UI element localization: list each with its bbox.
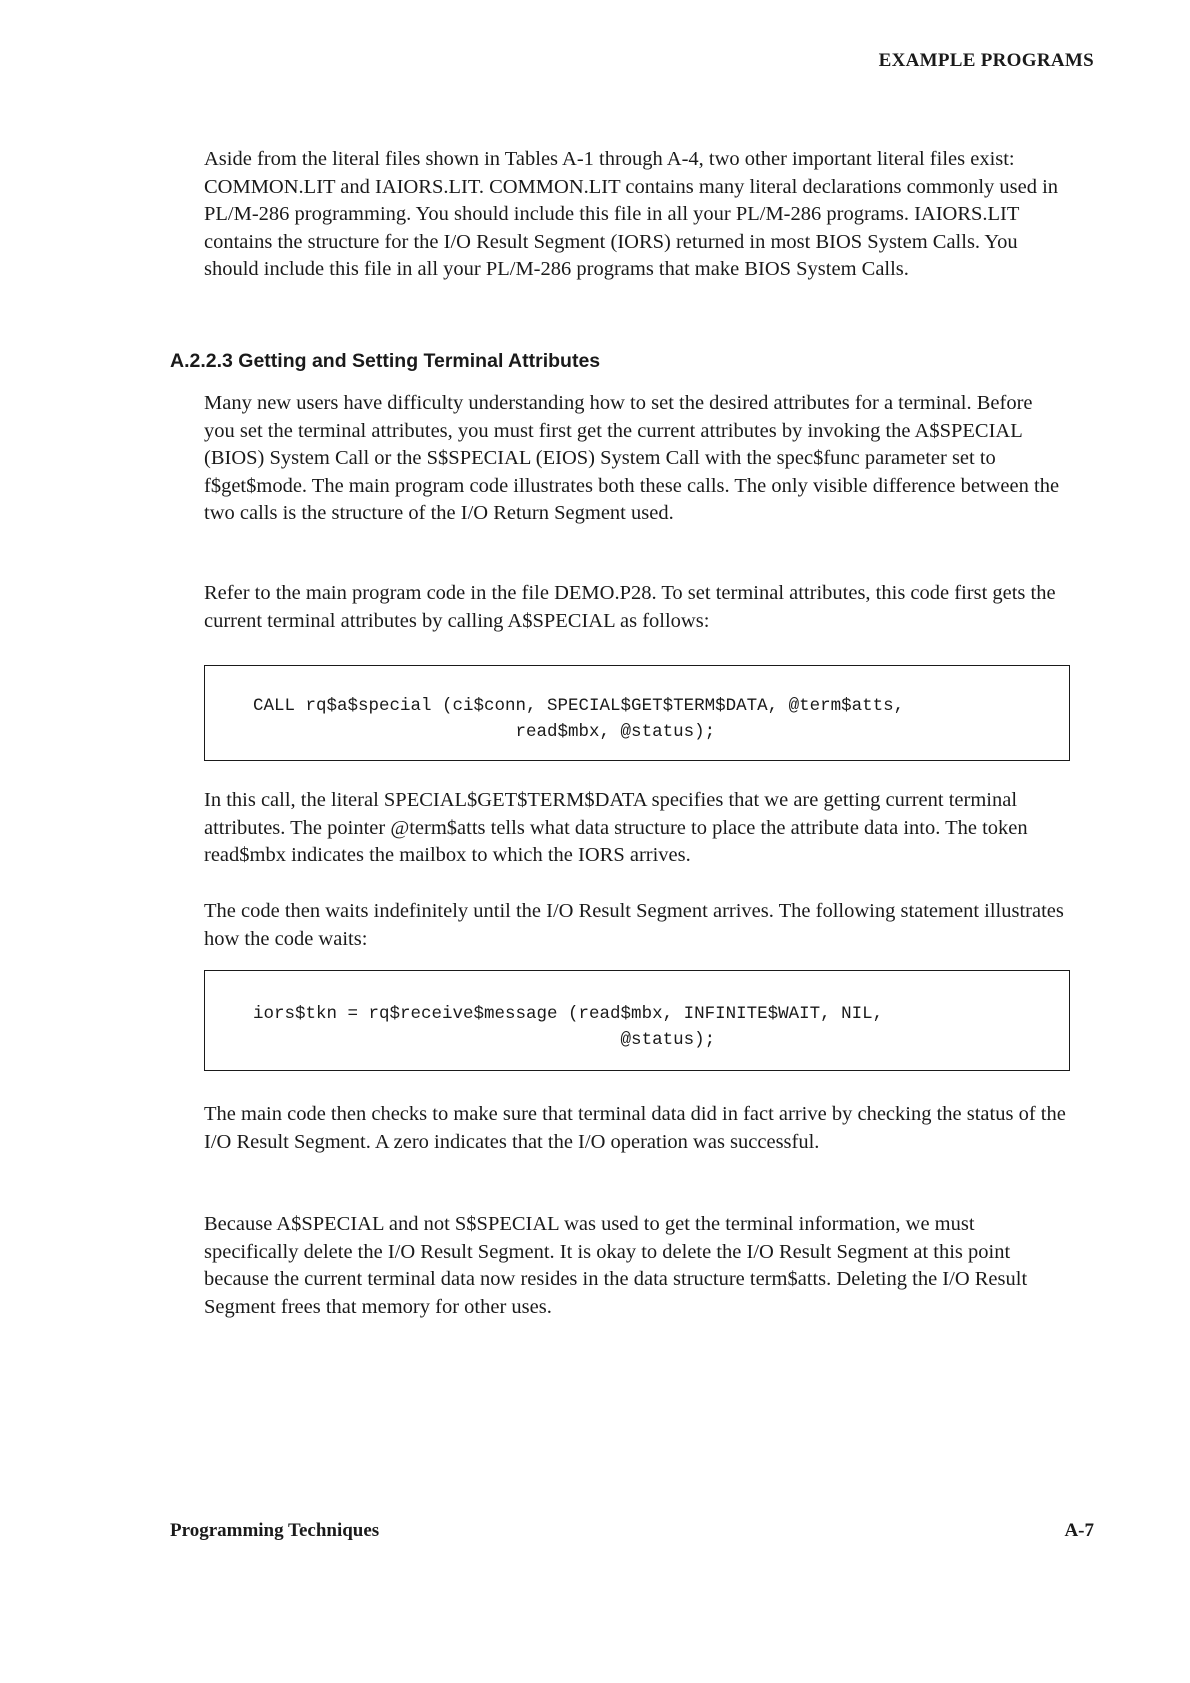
paragraph-terminal-attributes: Many new users have difficulty understanding how to set the desired attributes for a terminal. Before you set the terminal attributes, you must first get the current attributes by invoking the A$SPECIAL (BIOS) System Call or the S$SPECIAL (EIOS) System Call with the spec$func parameter set to f$get$mode. The main program code illustrates both these calls. The only visible difference between the two calls is the structure of the I/O Return Segment used. xyxy=(204,392,1060,524)
intro-paragraph: Aside from the literal files shown in Tables A-1 through A-4, two other important literal files exist: COMMON.LIT and IAIORS.LIT. COMMON.LIT contains many literal declarations commonly used in PL/M-286 programming. You should include this file in all your PL/M-286 programs. IAIORS.LIT contains the structure for the I/O Result Segment (IORS) returned in most BIOS System Calls. You should include this file in all your PL/M-286 programs that make BIOS System Calls. xyxy=(204,148,1059,280)
page-number: A-7 xyxy=(1064,1520,1094,1541)
running-head: EXAMPLE PROGRAMS xyxy=(878,50,1094,71)
code-box-get-attributes xyxy=(204,665,1070,761)
code-sample-a-special: CALL rq$a$special (ci$conn, SPECIAL$GET$TERM$DATA, @term$atts, read$mbx, @status); xyxy=(253,696,905,742)
paragraph-check-status: The main code then checks to make sure that terminal data did in fact arrive by checking the status of the I/O Result Segment. A zero indicates that the I/O operation was successful. xyxy=(204,1103,1066,1153)
code-box-receive-message xyxy=(204,970,1070,1071)
section-heading: A.2.2.3 Getting and Setting Terminal Attributes xyxy=(170,350,601,372)
footer-title: Programming Techniques xyxy=(170,1520,380,1541)
code-sample-receive-message: iors$tkn = rq$receive$message (read$mbx, INFINITE$WAIT, NIL, @status); xyxy=(253,1004,884,1050)
paragraph-delete-iors: Because A$SPECIAL and not S$SPECIAL was used to get the terminal information, we must specifically delete the I/O Result Segment. It is okay to delete the I/O Result Segment at this point because the current terminal data now resides in the data structure term$atts. Deleting the I/O Result Segment frees that memory for other uses. xyxy=(204,1213,1028,1318)
paragraph-call-explanation: In this call, the literal SPECIAL$GET$TERM$DATA specifies that we are getting current terminal attributes. The pointer @term$atts tells what data structure to place the attribute data into. The token read$mbx indicates the mailbox to which the IORS arrives. xyxy=(204,789,1028,866)
paragraph-refer-main-code: Refer to the main program code in the file DEMO.P28. To set terminal attributes, this code first gets the current terminal attributes by calling A$SPECIAL as follows: xyxy=(204,582,1056,632)
paragraph-code-waits: The code then waits indefinitely until the I/O Result Segment arrives. The following statement illustrates how the code waits: xyxy=(204,900,1064,950)
